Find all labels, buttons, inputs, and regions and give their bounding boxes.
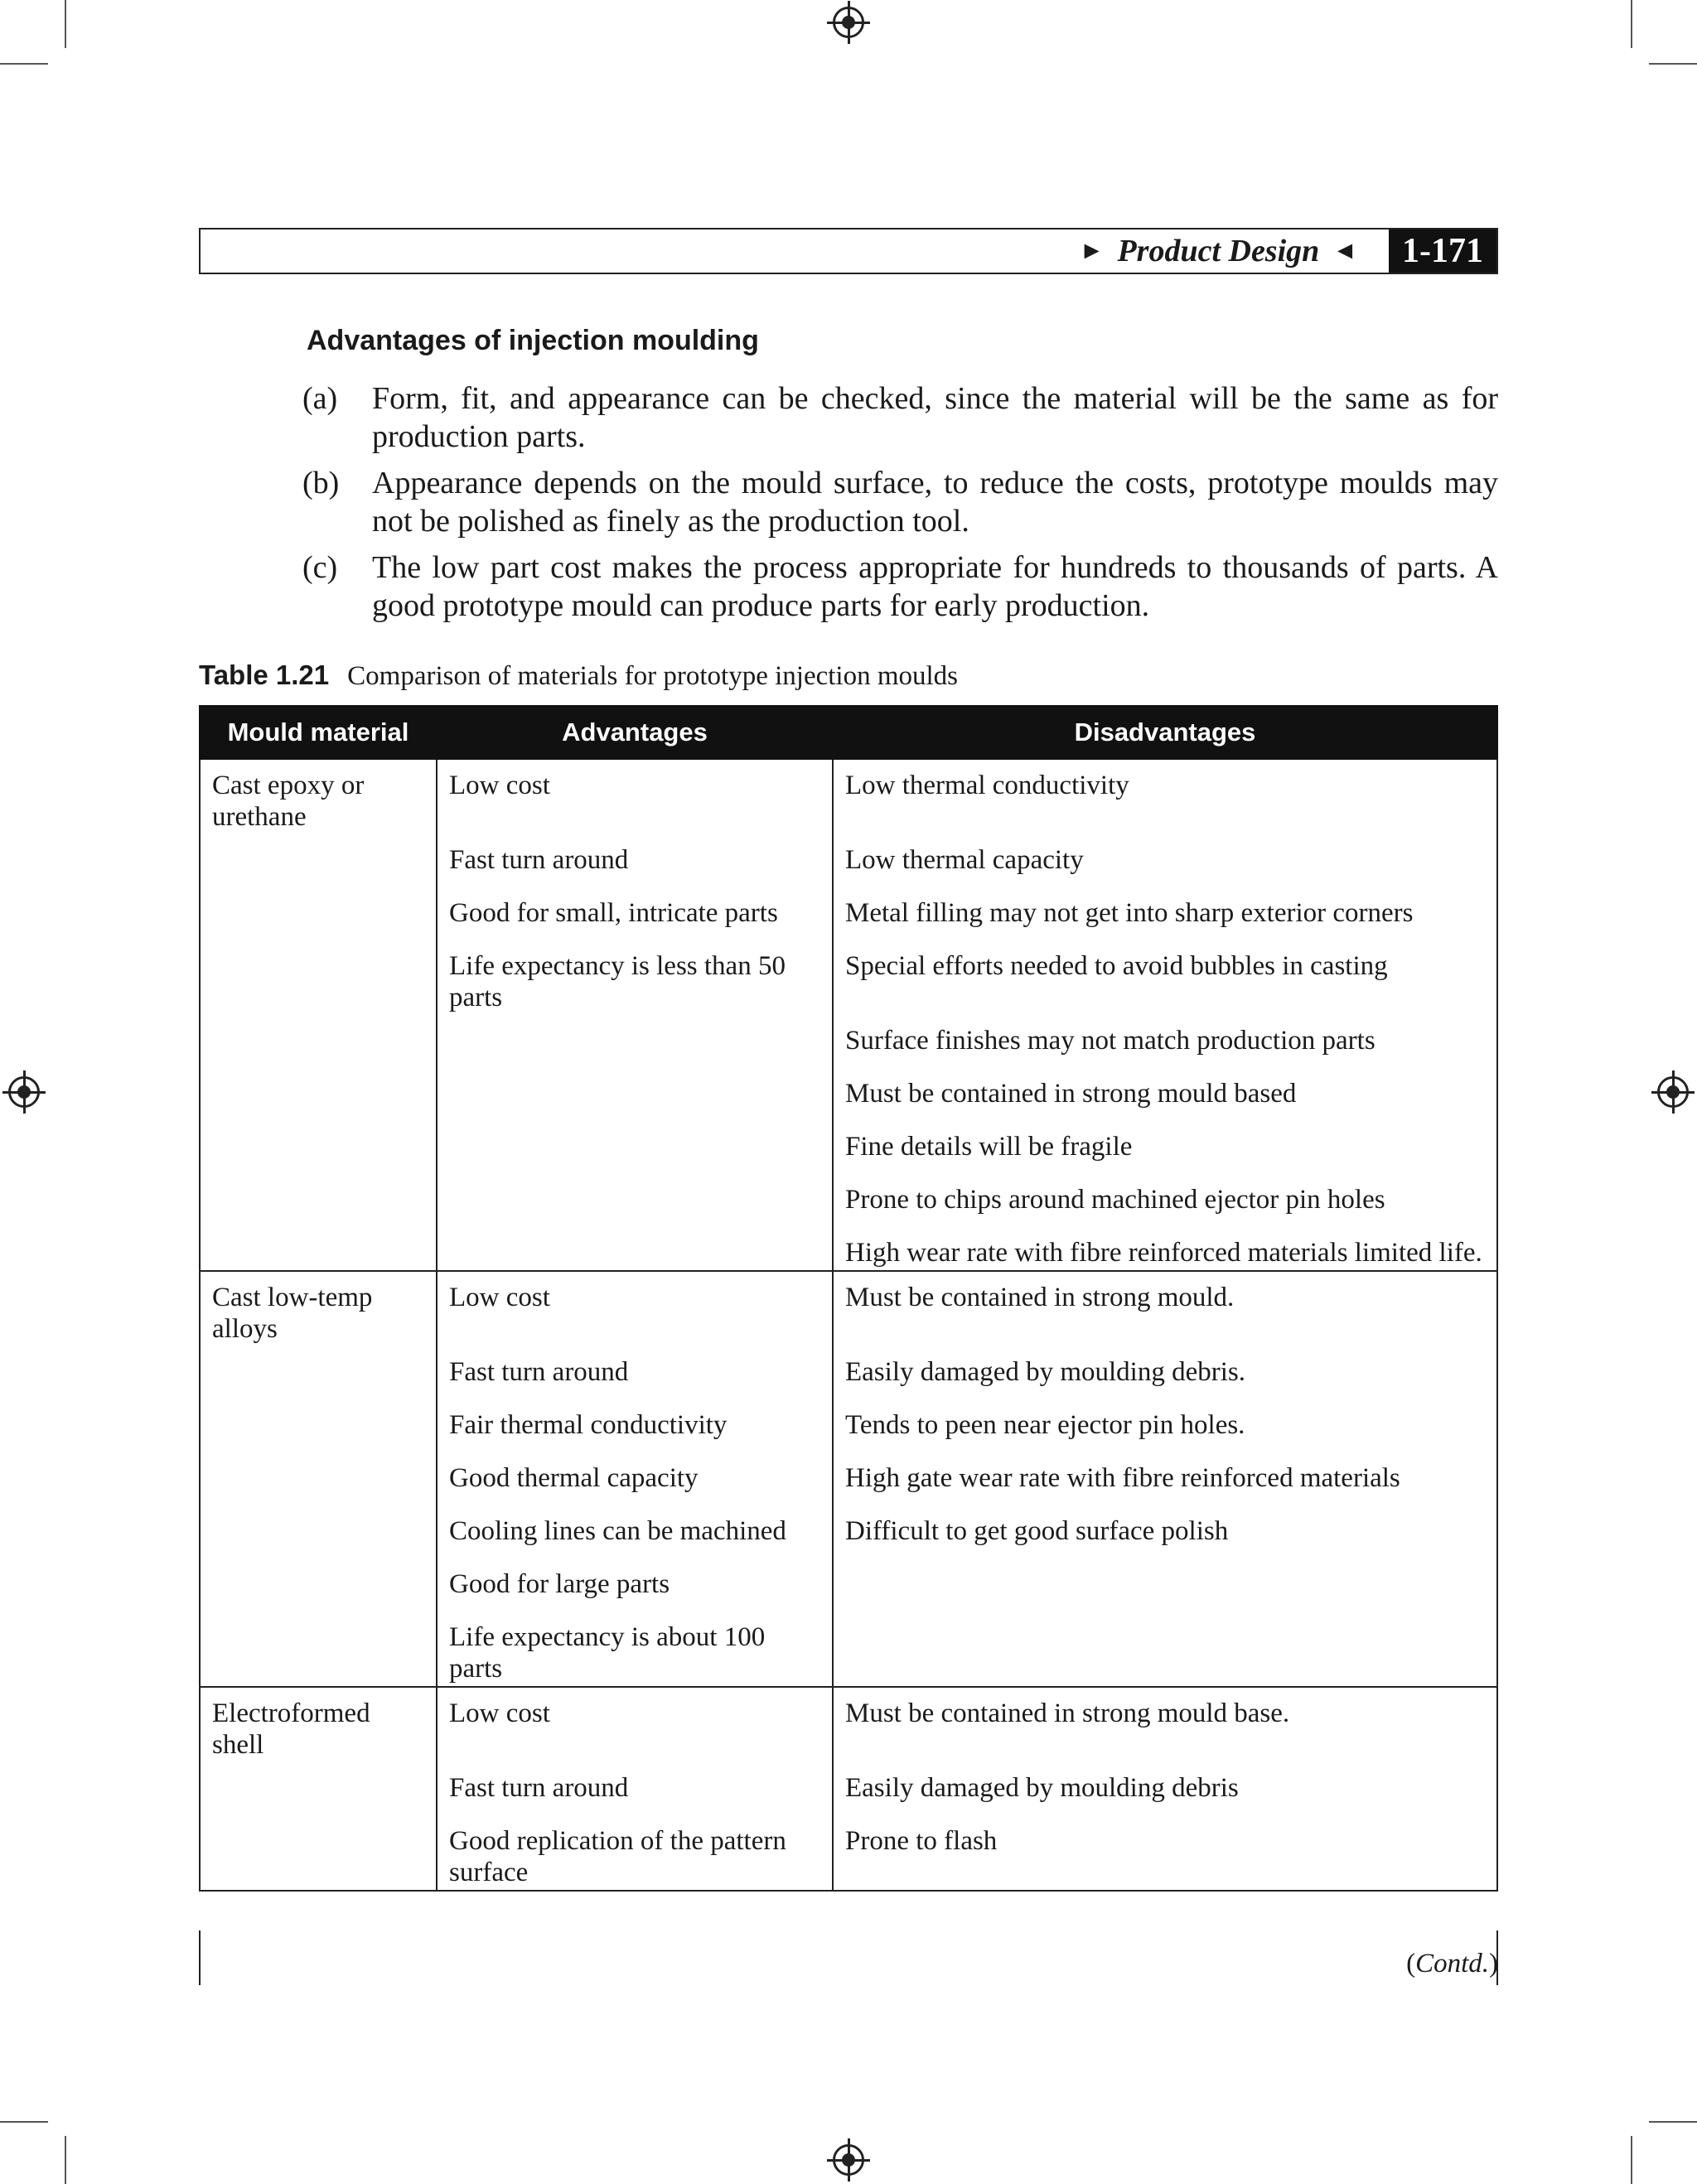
- advantage-item: Fast turn around: [449, 1357, 629, 1387]
- advantage-item: Fast turn around: [449, 845, 629, 875]
- registration-mark-icon: [1657, 1076, 1689, 1108]
- disadvantage-item: Low thermal conductivity: [845, 771, 1129, 800]
- crop-mark: [1631, 0, 1632, 48]
- advantage-item: Good for large parts: [449, 1569, 670, 1599]
- material-name: Electroformed shell: [212, 1698, 370, 1760]
- crop-mark: [0, 63, 48, 65]
- materials-comparison-table: [199, 705, 1498, 1892]
- disadvantages-cell: [833, 1271, 1497, 1687]
- continued-note: (Contd.): [1406, 1949, 1498, 1979]
- registration-mark-icon: [8, 1076, 40, 1108]
- disadvantage-item: Fine details will be fragile: [845, 1132, 1133, 1162]
- table-row: [200, 760, 1497, 1271]
- crop-mark: [0, 2121, 48, 2123]
- page-number: 1-171: [1389, 230, 1496, 273]
- crop-mark: [65, 0, 66, 48]
- continued-text: Contd.: [1415, 1949, 1489, 1979]
- advantage-item: Good thermal capacity: [449, 1463, 699, 1493]
- registration-mark-icon: [833, 7, 864, 38]
- table-continuation-border-left: [199, 1930, 201, 1985]
- disadvantages-cell: [833, 1687, 1497, 1891]
- column-header-disadvantages: Disadvantages: [833, 705, 1497, 760]
- disadvantage-item: Must be contained in strong mould.: [845, 1283, 1235, 1312]
- disadvantage-item: High gate wear rate with fibre reinforced materials: [845, 1463, 1400, 1493]
- material-cell: [200, 760, 437, 1271]
- material-name: Cast epoxy or urethane: [212, 771, 365, 832]
- list-marker: (a): [302, 381, 338, 416]
- list-item-text: Form, fit, and appearance can be checked, since the material will be the same as for production parts.: [372, 381, 1498, 454]
- advantage-item: Life expectancy is about 100 parts: [449, 1622, 766, 1684]
- advantage-item: Fast turn around: [449, 1773, 629, 1803]
- advantages-cell: [437, 1271, 833, 1687]
- disadvantage-item: Must be contained in strong mould base.: [845, 1698, 1290, 1728]
- disadvantage-item: Special efforts needed to avoid bubbles in casting: [845, 951, 1388, 981]
- table-label: Table 1.21: [199, 660, 330, 690]
- disadvantage-item: Metal filling may not get into sharp exterior corners: [845, 898, 1414, 928]
- table-row: [200, 1687, 1497, 1891]
- disadvantage-item: Low thermal capacity: [845, 845, 1084, 875]
- crop-mark: [1631, 2136, 1632, 2184]
- material-cell: [200, 1271, 437, 1687]
- table-row: [200, 1271, 1497, 1687]
- disadvantage-item: Prone to chips around machined ejector pin holes: [845, 1185, 1385, 1215]
- crop-mark: [1649, 63, 1697, 65]
- list-marker: (b): [302, 466, 340, 500]
- advantage-item: Good replication of the pattern surface: [449, 1826, 786, 1887]
- left-arrow-icon: ◄: [1332, 237, 1357, 264]
- right-arrow-icon: ►: [1079, 237, 1105, 264]
- list-item: [302, 379, 1498, 456]
- running-header-title: Product Design: [1117, 234, 1320, 268]
- section-heading: Advantages of injection moulding: [307, 325, 759, 356]
- advantage-item: Low cost: [449, 1698, 550, 1728]
- advantage-item: Life expectancy is less than 50 parts: [449, 951, 786, 1012]
- disadvantage-item: Surface finishes may not match production parts: [845, 1026, 1375, 1056]
- advantage-item: Low cost: [449, 1283, 550, 1312]
- column-header-mould-material: Mould material: [200, 705, 437, 760]
- material-cell: [200, 1687, 437, 1891]
- advantage-item: Good for small, intricate parts: [449, 898, 778, 928]
- list-item-text: The low part cost makes the process appropriate for hundreds to thousands of parts. A good prototype mould can produce parts for early production.: [372, 550, 1498, 623]
- disadvantages-cell: [833, 760, 1497, 1271]
- disadvantage-item: High wear rate with fibre reinforced materials limited life.: [845, 1238, 1482, 1268]
- material-name: Cast low-temp alloys: [212, 1283, 373, 1344]
- disadvantage-item: Prone to flash: [845, 1826, 998, 1856]
- advantage-item: Cooling lines can be machined: [449, 1516, 786, 1546]
- running-header: [199, 228, 1498, 274]
- advantages-cell: [437, 760, 833, 1271]
- disadvantage-item: Easily damaged by moulding debris: [845, 1773, 1239, 1803]
- crop-mark: [65, 2136, 66, 2184]
- table-caption: [199, 660, 958, 692]
- disadvantage-item: Must be contained in strong mould based: [845, 1079, 1297, 1109]
- list-marker: (c): [302, 550, 338, 585]
- advantage-item: Fair thermal conductivity: [449, 1410, 728, 1440]
- list-item-text: Appearance depends on the mould surface, to reduce the costs, prototype moulds may not be polished as finely as the production tool.: [372, 466, 1498, 539]
- advantages-list: [302, 379, 1498, 633]
- advantages-cell: [437, 1687, 833, 1891]
- crop-mark: [1649, 2121, 1697, 2123]
- table-header-row: [200, 705, 1497, 760]
- column-header-advantages: Advantages: [437, 705, 833, 760]
- disadvantage-item: Tends to peen near ejector pin holes.: [845, 1410, 1245, 1440]
- table-caption-text: Comparison of materials for prototype injection moulds: [347, 661, 959, 691]
- registration-mark-icon: [833, 2144, 864, 2176]
- list-item: [302, 548, 1498, 625]
- list-item: [302, 464, 1498, 540]
- advantage-item: Low cost: [449, 771, 550, 800]
- disadvantage-item: Difficult to get good surface polish: [845, 1516, 1229, 1546]
- disadvantage-item: Easily damaged by moulding debris.: [845, 1357, 1245, 1387]
